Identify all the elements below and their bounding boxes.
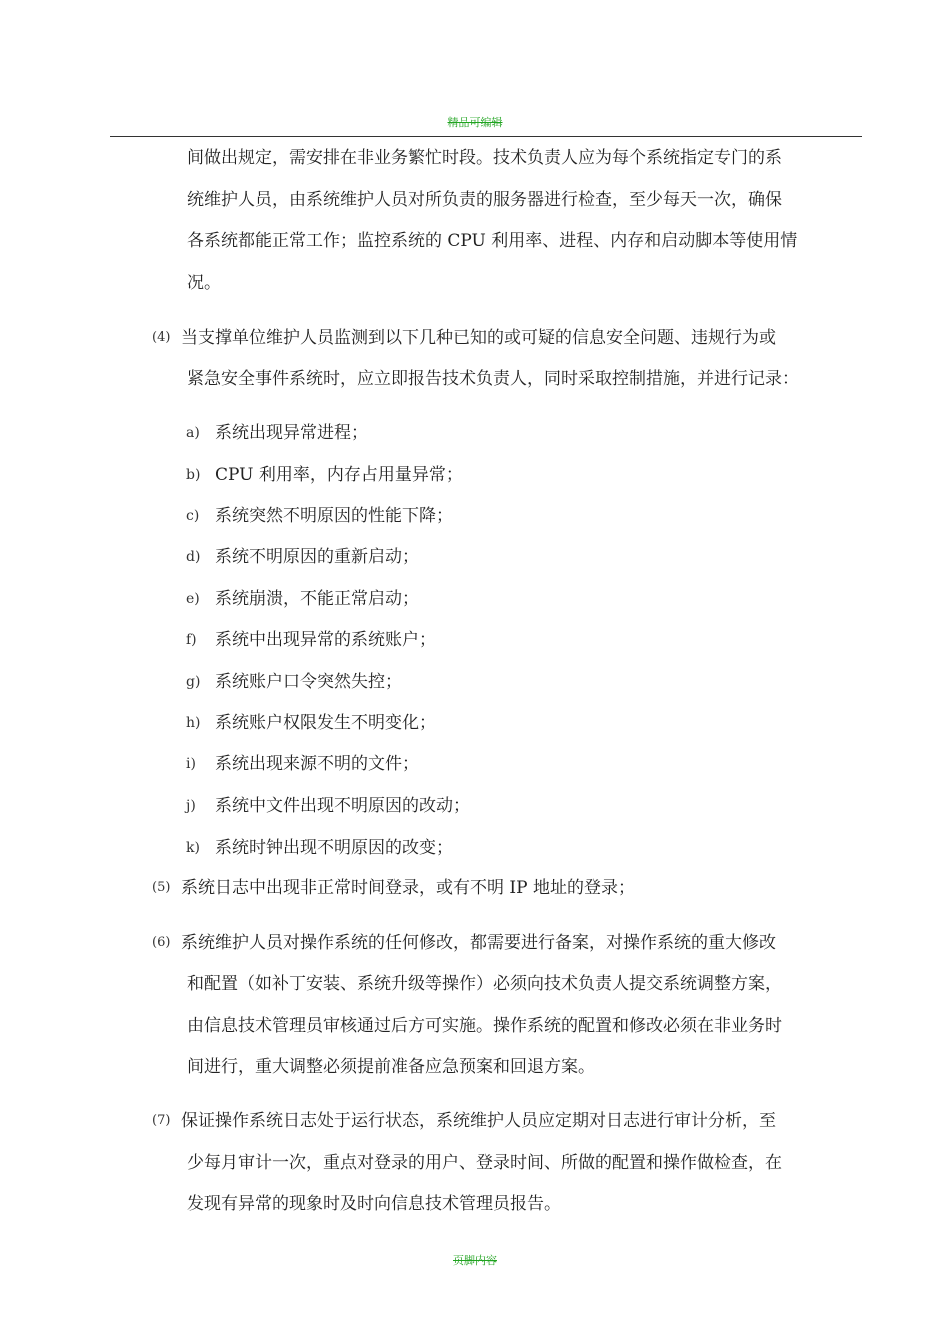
sub-item-letter: c) — [186, 508, 200, 524]
sub-item-text: CPU 利用率，内存占用量异常； — [215, 465, 463, 485]
sub-item-letter: b) — [186, 467, 201, 483]
item-5-marker: (5) — [152, 880, 171, 895]
sub-item-letter: i) — [186, 756, 196, 772]
item-6-line-2: 和配置（如补丁安装、系统升级等操作）必须向技术负责人提交系统调整方案， — [187, 974, 782, 994]
item-6-marker: (6) — [152, 935, 171, 950]
sub-item-letter: k) — [186, 840, 200, 856]
sub-item-letter: a) — [186, 425, 200, 441]
sub-item-letter: j) — [186, 798, 196, 814]
item-6-line-4: 间进行，重大调整必须提前准备应急预案和回退方案。 — [187, 1057, 595, 1077]
sub-item-text: 系统账户权限发生不明变化； — [215, 713, 436, 733]
sub-item-letter: g) — [186, 674, 201, 690]
continuation-line-3: 各系统都能正常工作；监控系统的 CPU 利用率、进程、内存和启动脚本等使用情 — [187, 231, 798, 251]
item-7-line-2: 少每月审计一次，重点对登录的用户、登录时间、所做的配置和操作做检查，在 — [187, 1153, 782, 1173]
item-6-line-1: 系统维护人员对操作系统的任何修改，都需要进行备案，对操作系统的重大修改 — [181, 933, 776, 953]
sub-item-text: 系统崩溃，不能正常启动； — [215, 589, 419, 609]
item-7-marker: (7) — [152, 1113, 171, 1128]
sub-item-text: 系统中出现异常的系统账户； — [215, 630, 436, 650]
sub-item-letter: e) — [186, 591, 200, 607]
sub-item-text: 系统出现异常进程； — [215, 423, 368, 443]
item-6-line-3: 由信息技术管理员审核通过后方可实施。操作系统的配置和修改必须在非业务时 — [187, 1016, 782, 1036]
sub-item-text: 系统中文件出现不明原因的改动； — [215, 796, 470, 816]
item-4-marker: (4) — [152, 330, 171, 345]
sub-item-letter: d) — [186, 549, 201, 565]
sub-item-text: 系统出现来源不明的文件； — [215, 754, 419, 774]
page-footer-mark: 页脚内容 — [453, 1254, 497, 1267]
item-7-line-3: 发现有异常的现象时及时向信息技术管理员报告。 — [187, 1194, 561, 1214]
continuation-line-4: 况。 — [187, 273, 221, 293]
header-divider — [110, 136, 862, 137]
continuation-line-1: 间做出规定，需安排在非业务繁忙时段。技术负责人应为每个系统指定专门的系 — [187, 148, 782, 168]
sub-item-text: 系统突然不明原因的性能下降； — [215, 506, 453, 526]
page-header-mark: 精品可编辑 — [447, 116, 503, 129]
item-4-line-1: 当支撑单位维护人员监测到以下几种已知的或可疑的信息安全问题、违规行为或 — [181, 328, 776, 348]
sub-item-text: 系统账户口令突然失控； — [215, 672, 402, 692]
sub-item-text: 系统不明原因的重新启动； — [215, 547, 419, 567]
continuation-line-2: 统维护人员，由系统维护人员对所负责的服务器进行检查，至少每天一次，确保 — [187, 190, 782, 210]
sub-item-text: 系统时钟出现不明原因的改变； — [215, 838, 453, 858]
item-5-line-1: 系统日志中出现非正常时间登录，或有不明 IP 地址的登录； — [181, 878, 635, 898]
item-7-line-1: 保证操作系统日志处于运行状态，系统维护人员应定期对日志进行审计分析，至 — [181, 1111, 776, 1131]
sub-item-letter: h) — [186, 715, 201, 731]
sub-item-letter: f) — [186, 632, 197, 648]
item-4-line-2: 紧急安全事件系统时，应立即报告技术负责人，同时采取控制措施，并进行记录： — [187, 369, 799, 389]
